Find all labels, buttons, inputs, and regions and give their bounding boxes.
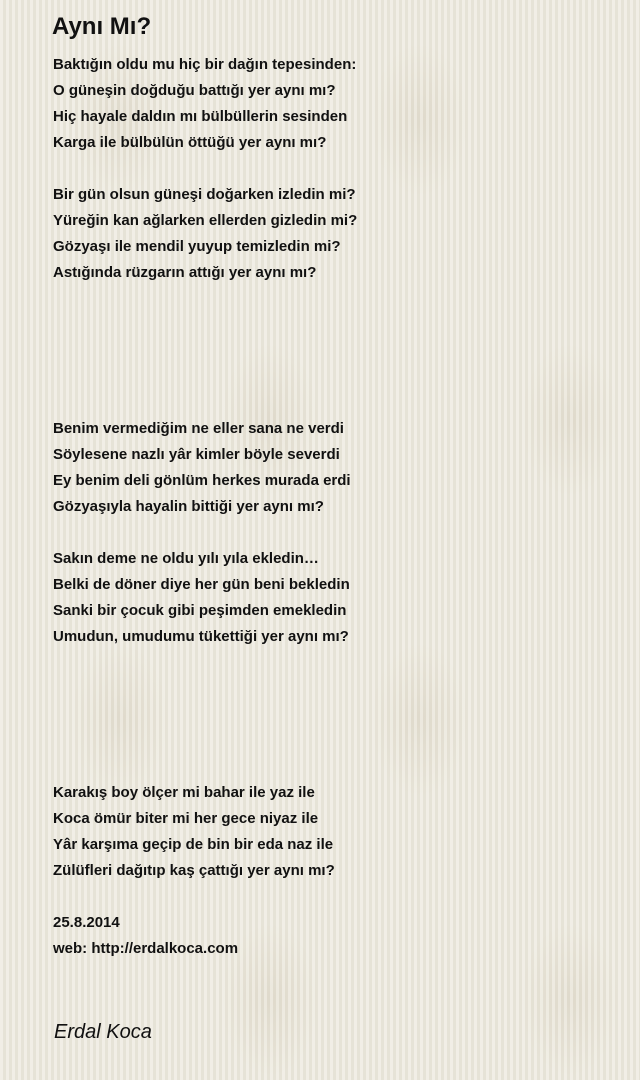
poem-date: 25.8.2014 xyxy=(53,914,120,931)
section-1 xyxy=(53,52,613,286)
stanza-1 xyxy=(53,52,613,156)
poem-line: Sakın deme ne oldu yılı yıla ekledin… xyxy=(53,550,319,567)
stanza-3 xyxy=(53,416,613,520)
poem-line: O güneşin doğduğu battığı yer aynı mı? xyxy=(53,82,336,99)
poem-line: Baktığın oldu mu hiç bir dağın tepesinden: xyxy=(53,56,357,73)
poem-line: Söylesene nazlı yâr kimler böyle severdi xyxy=(53,446,340,463)
stanza-spacer xyxy=(53,156,613,182)
poem-line: Koca ömür biter mi her gece niyaz ile xyxy=(53,810,319,827)
section-spacer xyxy=(53,286,613,416)
section-3 xyxy=(53,780,613,884)
section-2 xyxy=(53,416,613,650)
poem-line: Zülüfleri dağıtıp kaş çattığı yer aynı mı? xyxy=(53,862,335,879)
poem-author: Erdal Koca xyxy=(54,1021,152,1043)
poem-line: Belki de döner diye her gün beni bekledin xyxy=(53,576,350,593)
poem-line: Gözyaşıyla hayalin bittiği yer aynı mı? xyxy=(53,498,324,515)
stanza-spacer xyxy=(53,520,613,546)
poem-website: web: http://erdalkoca.com xyxy=(53,940,239,957)
poem-line: Astığında rüzgarın attığı yer aynı mı? xyxy=(53,264,317,281)
poem-line: Yâr karşıma geçip de bin bir eda naz ile xyxy=(53,836,334,853)
poem-line: Sanki bir çocuk gibi peşimden emekledin xyxy=(53,602,347,619)
poem-line: Ey benim deli gönlüm herkes murada erdi xyxy=(53,472,351,489)
poem-meta xyxy=(53,910,613,962)
poem-line: Yüreğin kan ağlarken ellerden gizledin mi? xyxy=(53,212,358,229)
poem-line: Bir gün olsun güneşi doğarken izledin mi? xyxy=(53,186,356,203)
poem-line: Karakış boy ölçer mi bahar ile yaz ile xyxy=(53,784,315,801)
poem-body xyxy=(53,52,613,962)
poem-line: Benim vermediğim ne eller sana ne verdi xyxy=(53,420,344,437)
poem-line: Karga ile bülbülün öttüğü yer aynı mı? xyxy=(53,134,327,151)
section-spacer xyxy=(53,650,613,780)
stanza-2 xyxy=(53,182,613,286)
poem-line: Umudun, umudumu tükettiği yer aynı mı? xyxy=(53,628,349,645)
poem-line: Gözyaşı ile mendil yuyup temizledin mi? xyxy=(53,238,341,255)
stanza-4 xyxy=(53,546,613,650)
poem-title: Aynı Mı? xyxy=(52,13,152,40)
stanza-5 xyxy=(53,780,613,884)
poem-line: Hiç hayale daldın mı bülbüllerin sesinden xyxy=(53,108,348,125)
